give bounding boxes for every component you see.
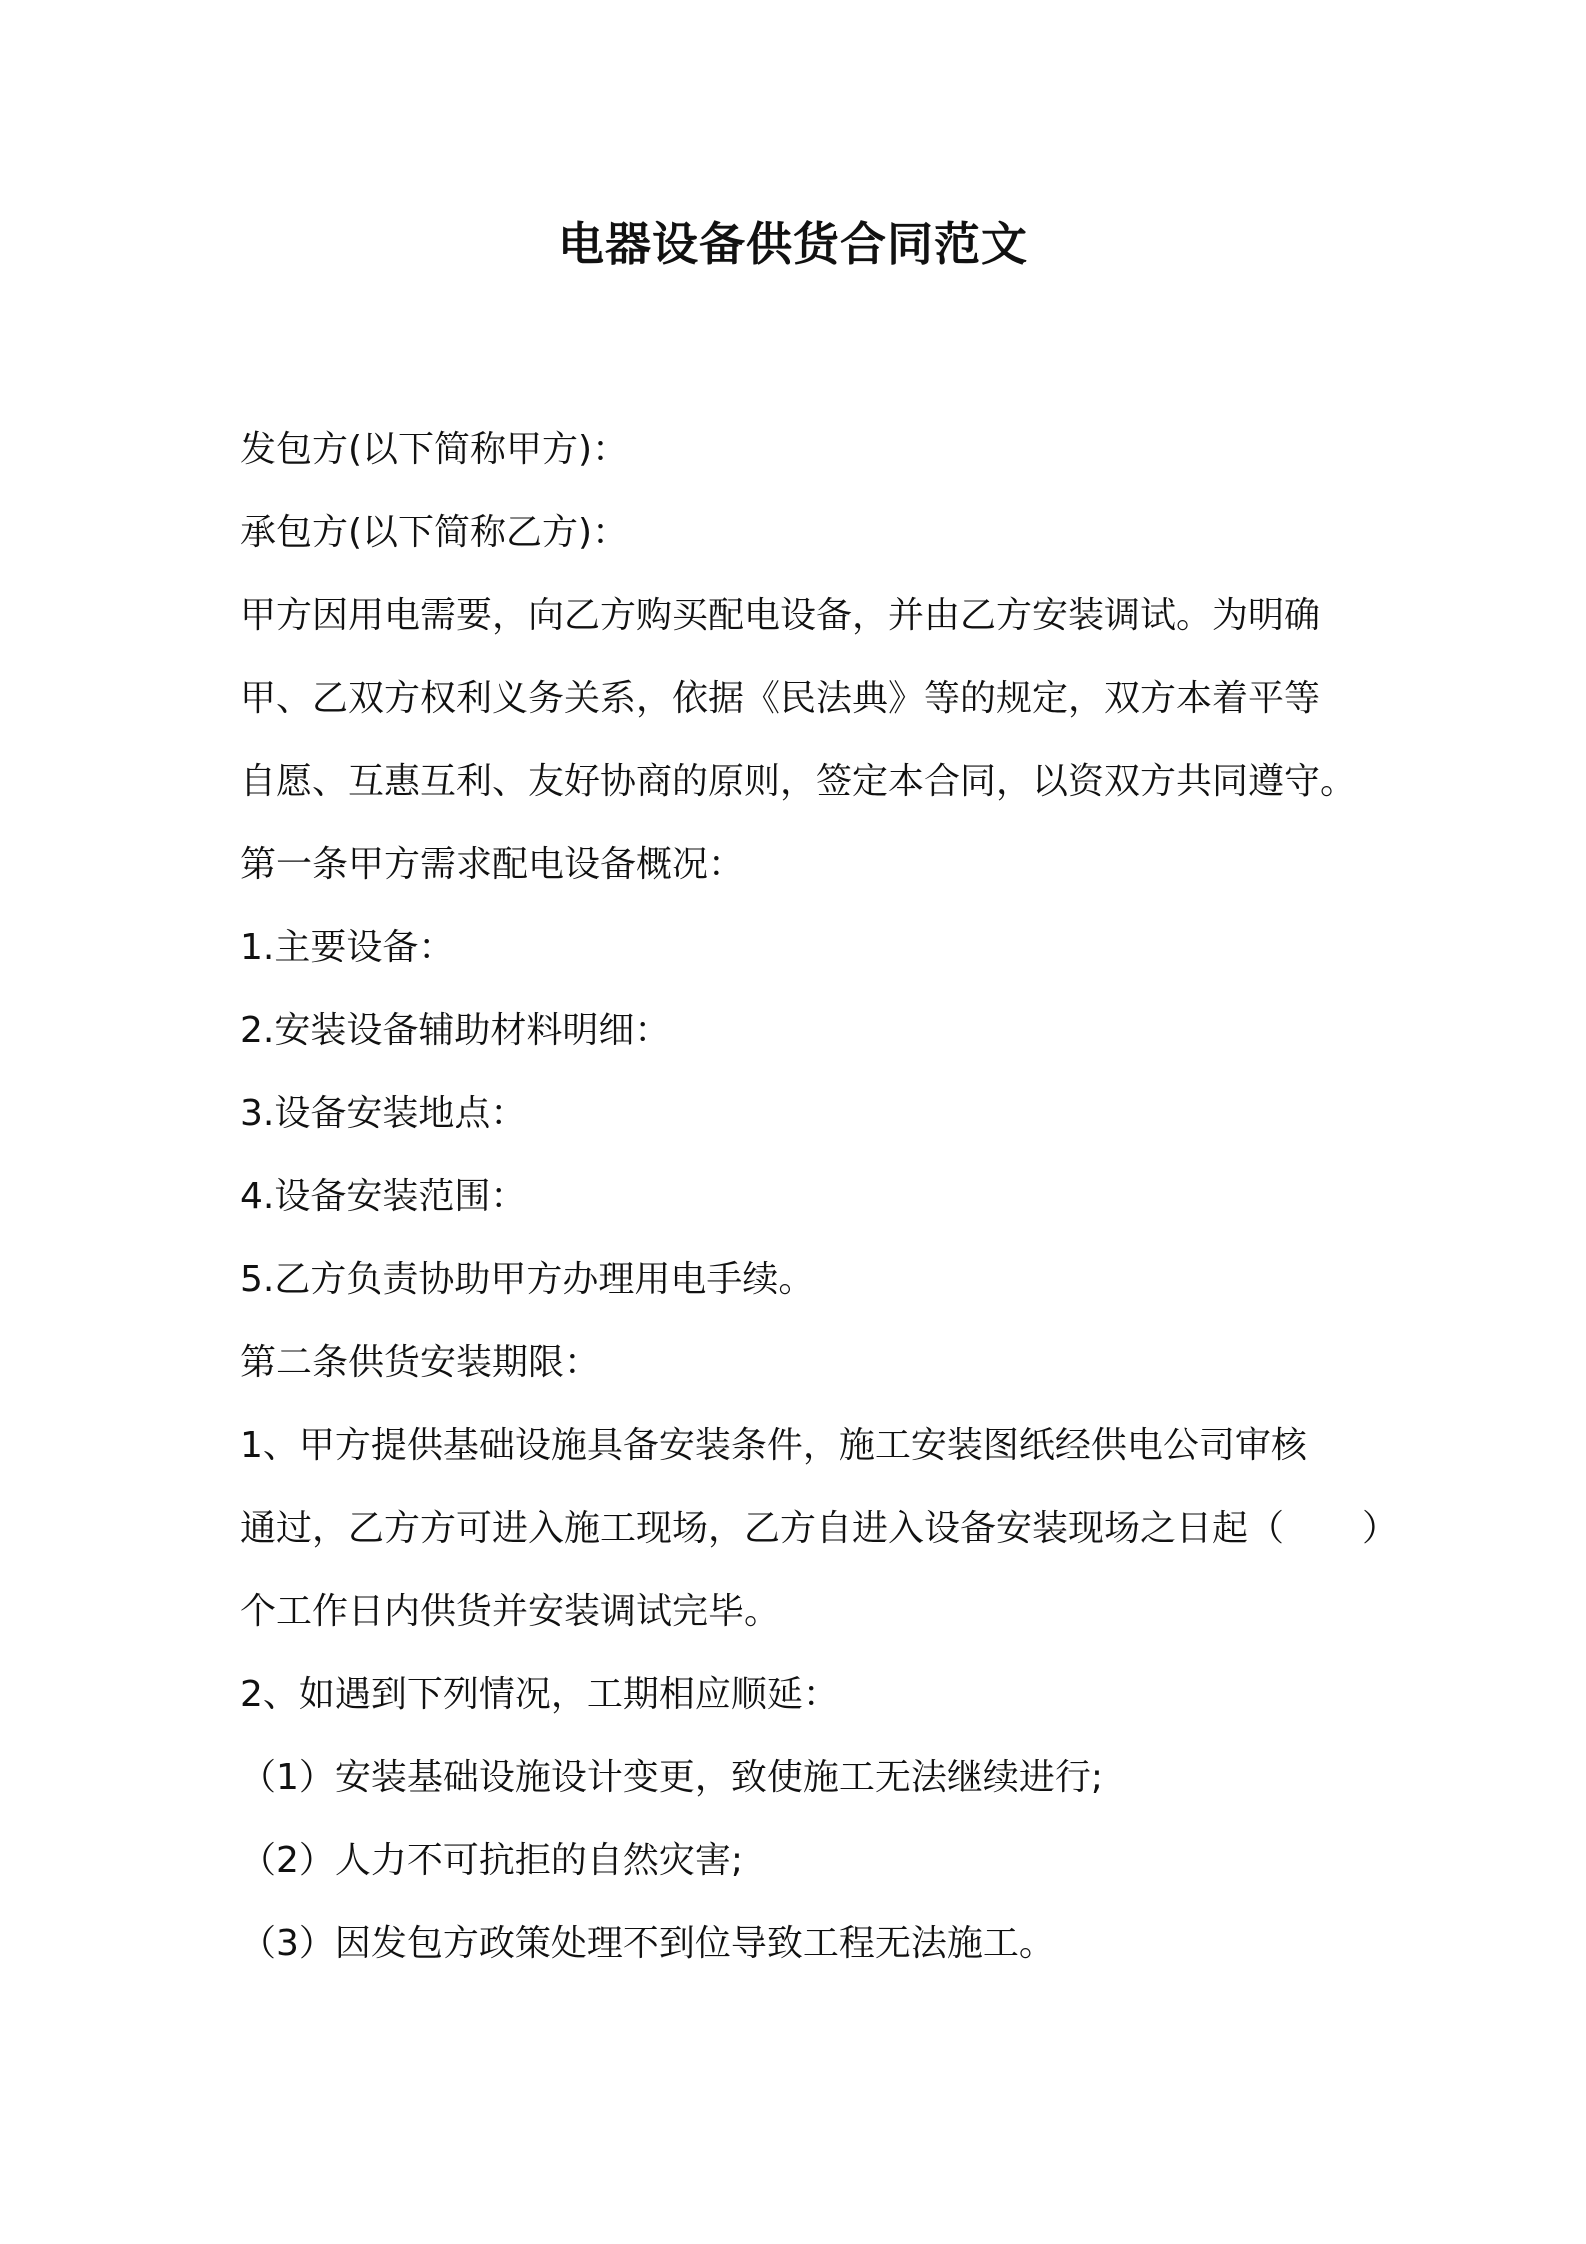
article-1-item-4: 4.设备安装范围： (240, 1176, 527, 1217)
preamble-line-1: 甲方因用电需要，向乙方购买配电设备，并由乙方安装调试。为明确 (240, 595, 1321, 636)
blank-field-close: ） (1362, 1508, 1399, 1549)
article-2-clause-1-line-1: 1、甲方提供基础设施具备安装条件，施工安装图纸经供电公司审核 (240, 1425, 1307, 1466)
article-1-heading: 第一条甲方需求配电设备概况： (240, 844, 745, 885)
article-2-sub-2: （2）人力不可抗拒的自然灾害; (240, 1840, 744, 1881)
article-2-clause-1-line-2 (240, 1487, 1399, 1570)
article-1-item-1: 1.主要设备： (240, 927, 455, 968)
article-1-item-3: 3.设备安装地点： (240, 1093, 527, 1134)
article-2-heading: 第二条供货安装期限： (240, 1342, 601, 1383)
article-2-clause-1-line-3: 个工作日内供货并安装调试完毕。 (240, 1591, 781, 1632)
document-title: 电器设备供货合同范文 (558, 217, 1028, 271)
article-2-clause-2: 2、如遇到下列情况，工期相应顺延： (240, 1674, 839, 1715)
document-body (240, 408, 1399, 1985)
preamble-line-3: 自愿、互惠互利、友好协商的原则，签定本合同，以资双方共同遵守。 (240, 761, 1357, 802)
party-a-line: 发包方(以下简称甲方)： (240, 429, 629, 470)
party-b-line: 承包方(以下简称乙方)： (240, 512, 629, 553)
preamble-line-2: 甲、乙双方权利义务关系，依据《民法典》等的规定，双方本着平等 (240, 678, 1321, 719)
article-1-item-5: 5.乙方负责协助甲方办理用电手续。 (240, 1259, 815, 1300)
article-2-sub-1: （1）安装基础设施设计变更，致使施工无法继续进行; (240, 1757, 1104, 1798)
clause-1-line-2-text: 通过，乙方方可进入施工现场，乙方自进入设备安装现场之日起（ (240, 1508, 1285, 1549)
article-1-item-2: 2.安装设备辅助材料明细： (240, 1010, 671, 1051)
article-2-sub-3: （3）因发包方政策处理不到位导致工程无法施工。 (240, 1923, 1055, 1964)
